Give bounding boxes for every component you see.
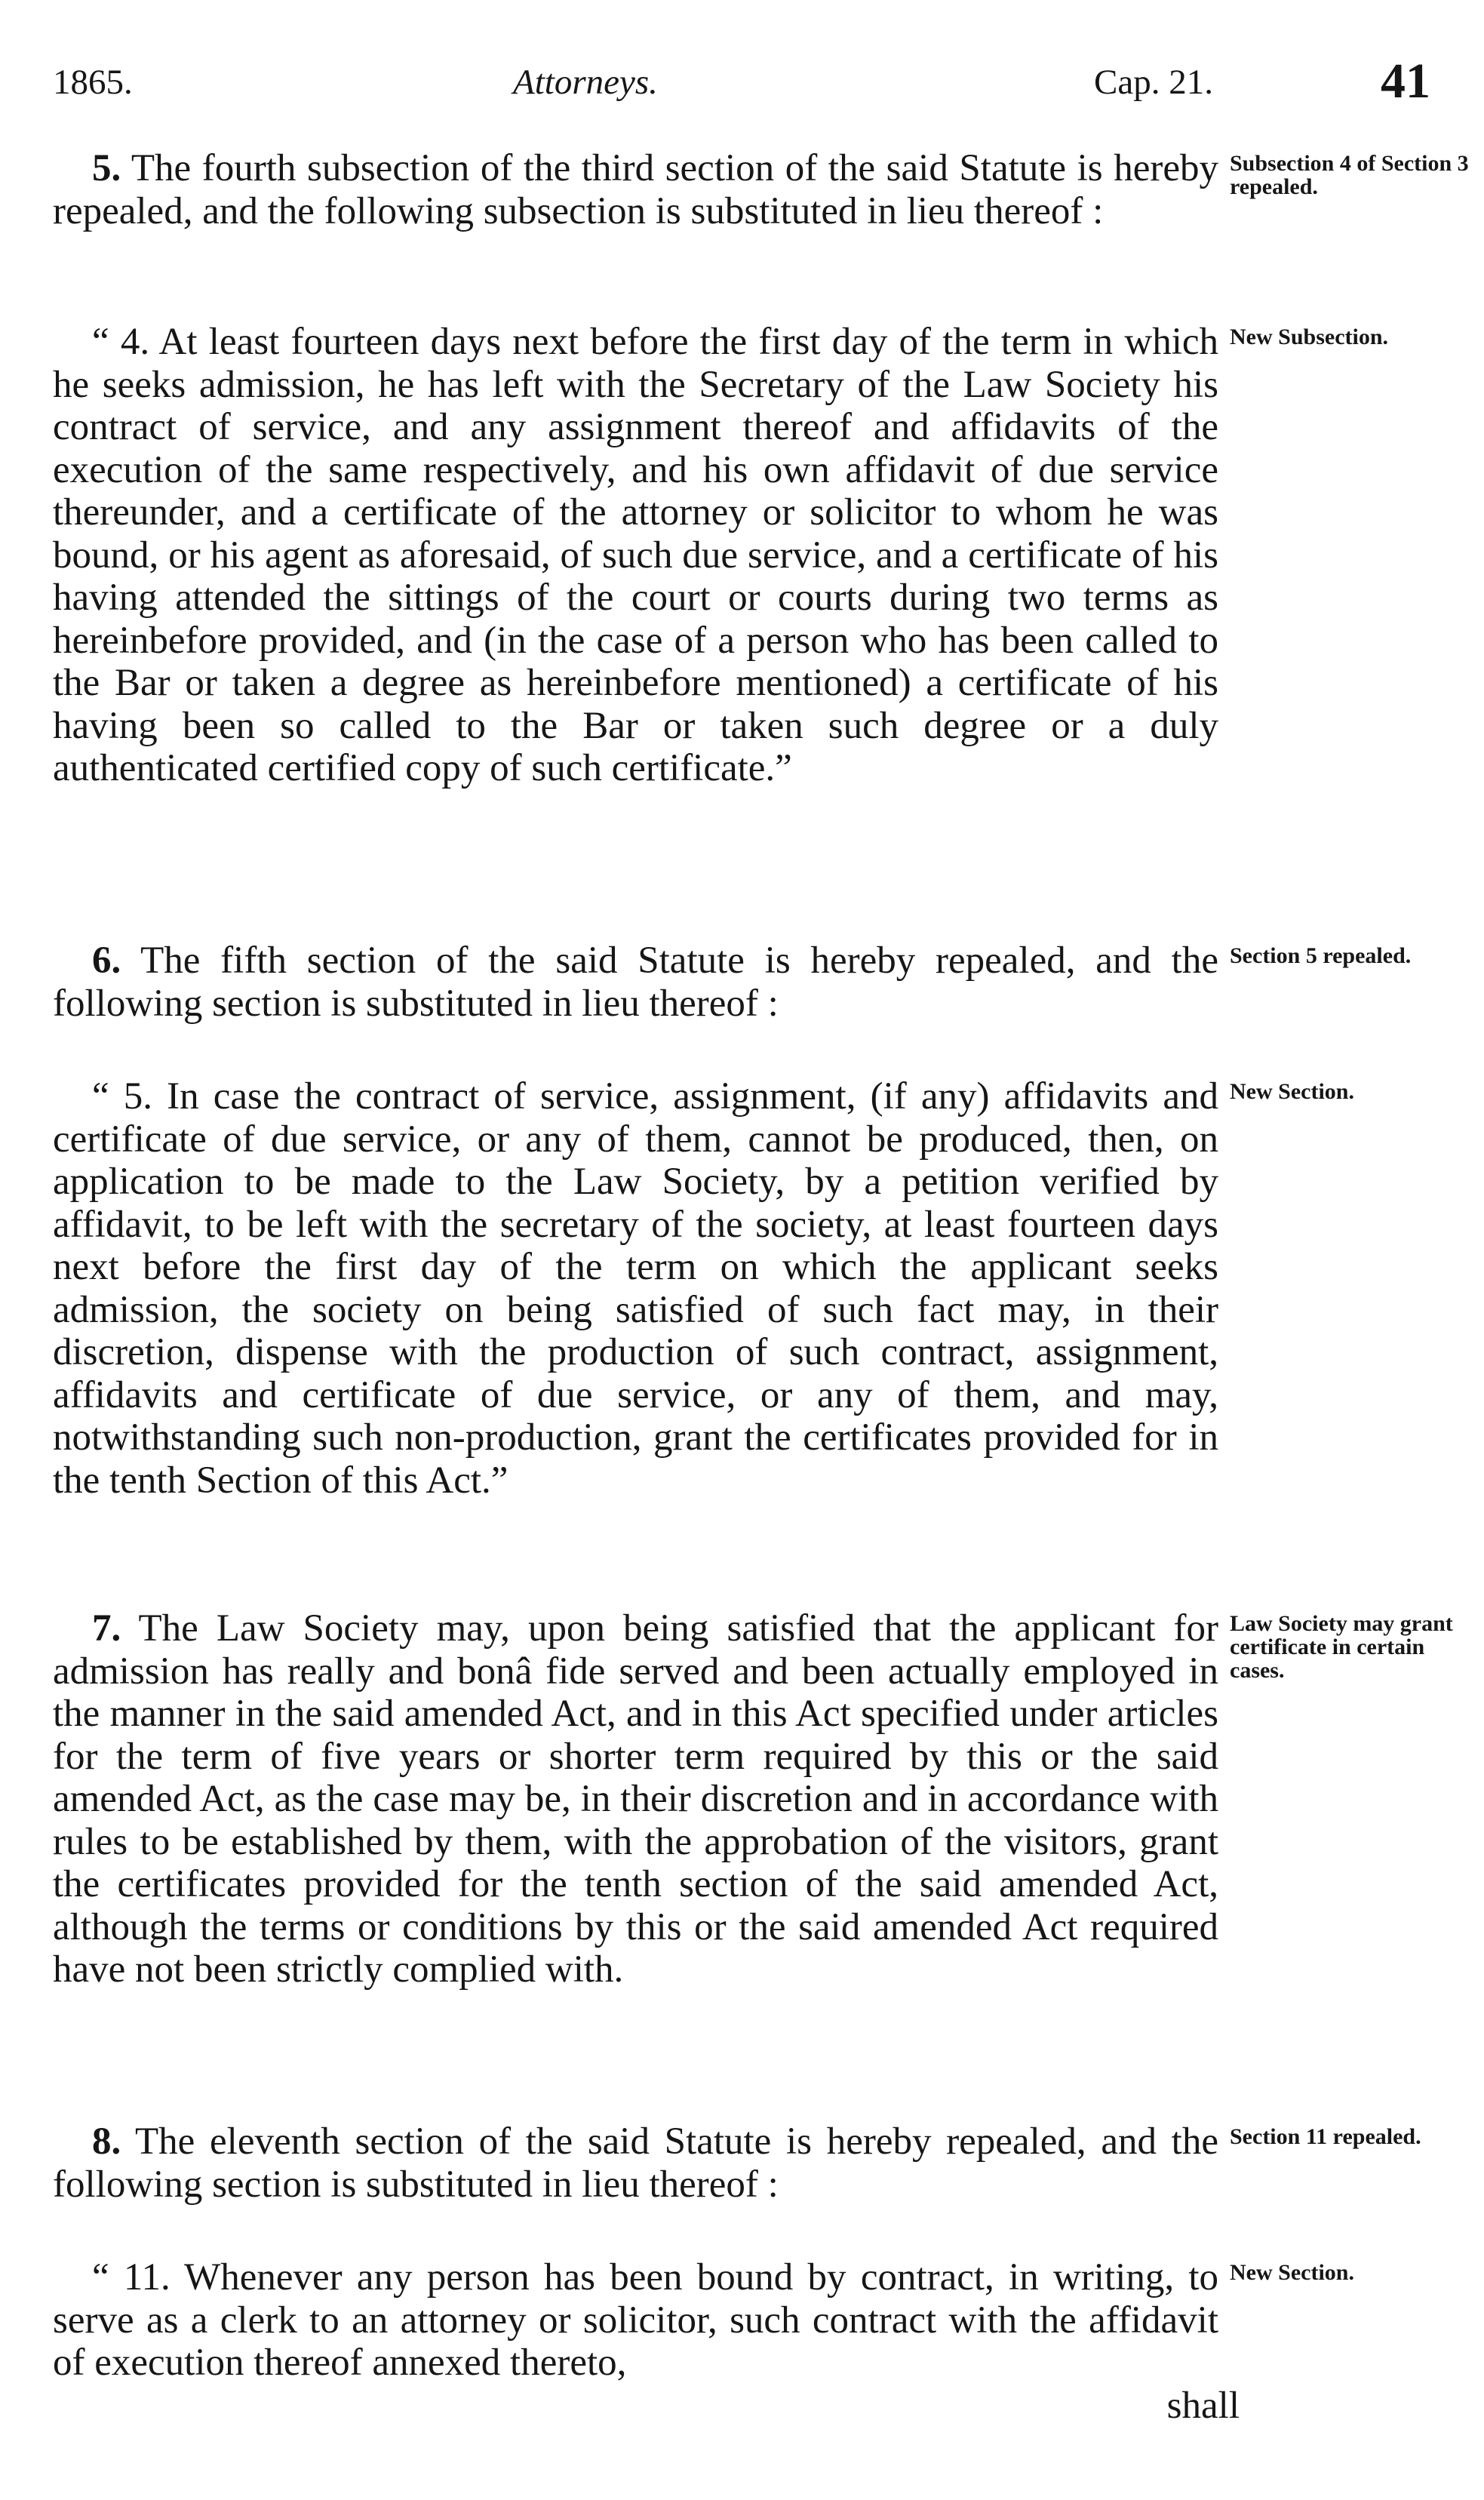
- section-text: The fifth section of the said Statute is hereby repealed, and the following section is substituted in lieu thereof :: [53, 939, 1218, 1025]
- marginal-note: New Section.: [1230, 2260, 1354, 2285]
- section-text: The fourth subsection of the third section of the said Statute is hereby repealed, and the following subsection is substituted in lieu thereof :: [53, 147, 1218, 232]
- section-body: [53, 1075, 1218, 1502]
- section-body: [53, 147, 1218, 232]
- header-chapter: Cap. 21.: [1094, 63, 1213, 102]
- section-text: The Law Society may, upon being satisfied that the applicant for admission has really and bonâ fide served and been actually employed in the manner in the said amended Act, and in this Act specified under articles for the term of five years or shorter term required by this or the said amended Act, as the case may be, in their discretion and in accordance with rules to be established by them, with the approbation of the visitors, grant the certificates provided for the tenth section of the said amended Act, although the terms or conditions by this or the said amended Act required have not been strictly complied with.: [53, 1607, 1218, 1991]
- section-number: “ 11.: [92, 2256, 171, 2299]
- section-text: The eleventh section of the said Statute is hereby repealed, and the following section is substituted in lieu thereof :: [53, 2120, 1218, 2206]
- section-number: 8.: [92, 2120, 121, 2163]
- header-year: 1865.: [53, 63, 133, 102]
- marginal-note: New Section.: [1230, 1079, 1354, 1104]
- marginal-note: Section 5 repealed.: [1230, 943, 1412, 968]
- section-number: 6.: [92, 939, 121, 982]
- section-number: 5.: [92, 147, 121, 189]
- catchword: shall: [1166, 2385, 1240, 2427]
- section-number: 7.: [92, 1607, 121, 1650]
- section-body: [53, 1607, 1218, 1991]
- section-body: [53, 2256, 1218, 2385]
- running-header: [53, 53, 1430, 121]
- header-title: Attorneys.: [513, 63, 658, 102]
- section-text: Whenever any person has been bound by contract, in writing, to serve as a clerk to an attorney or solicitor, such contract with the affidavit of execution thereof annexed thereto,: [53, 2256, 1218, 2384]
- page-number: 41: [1381, 54, 1430, 109]
- marginal-note: New Subsection.: [1230, 324, 1389, 349]
- section-body: [53, 2120, 1218, 2206]
- section-body: [53, 321, 1218, 790]
- section-number: “ 4.: [92, 321, 150, 363]
- section-text: In case the contract of service, assignment, (if any) affidavits and certificate of due service, or any of them, cannot be produced, then, on application to be made to the Law Society, by a petition verified by affidavit, to be left with the secretary of the society, at least fourteen days next before the first day of the term on which the applicant seeks admission, the society on being satisfied of such fact may, in their discretion, dispense with the production of such contract, assignment, affidavits and certificate of due service, or any of them, and may, notwithstanding such non-production, grant the certificates provided for in the tenth Section of this Act.”: [53, 1075, 1219, 1502]
- section-number: “ 5.: [92, 1075, 153, 1118]
- section-body: [53, 939, 1218, 1025]
- marginal-note: Law Society may grant certificate in certain cases.: [1230, 1611, 1453, 1683]
- marginal-note: Subsection 4 of Section 3 repealed.: [1230, 151, 1469, 199]
- section-text: At least fourteen days next before the first day of the term in which he seeks admission, he has left with the Secretary of the Law Society his contract of service, and any assignment thereof and affidavits of the execution of the same respectively, and his own affidavit of due service thereunder, and a certificate of the attorney or solicitor to whom he was bound, or his agent as aforesaid, of such due service, and a certificate of his having attended the sittings of the court or courts during two terms as hereinbefore provided, and (in the case of a person who has been called to the Bar or taken a degree as hereinbefore mentioned) a certificate of his having been so called to the Bar or taken such degree or a duly authenticated certified copy of such certificate.”: [53, 321, 1219, 789]
- marginal-note: Section 11 repealed.: [1230, 2124, 1421, 2149]
